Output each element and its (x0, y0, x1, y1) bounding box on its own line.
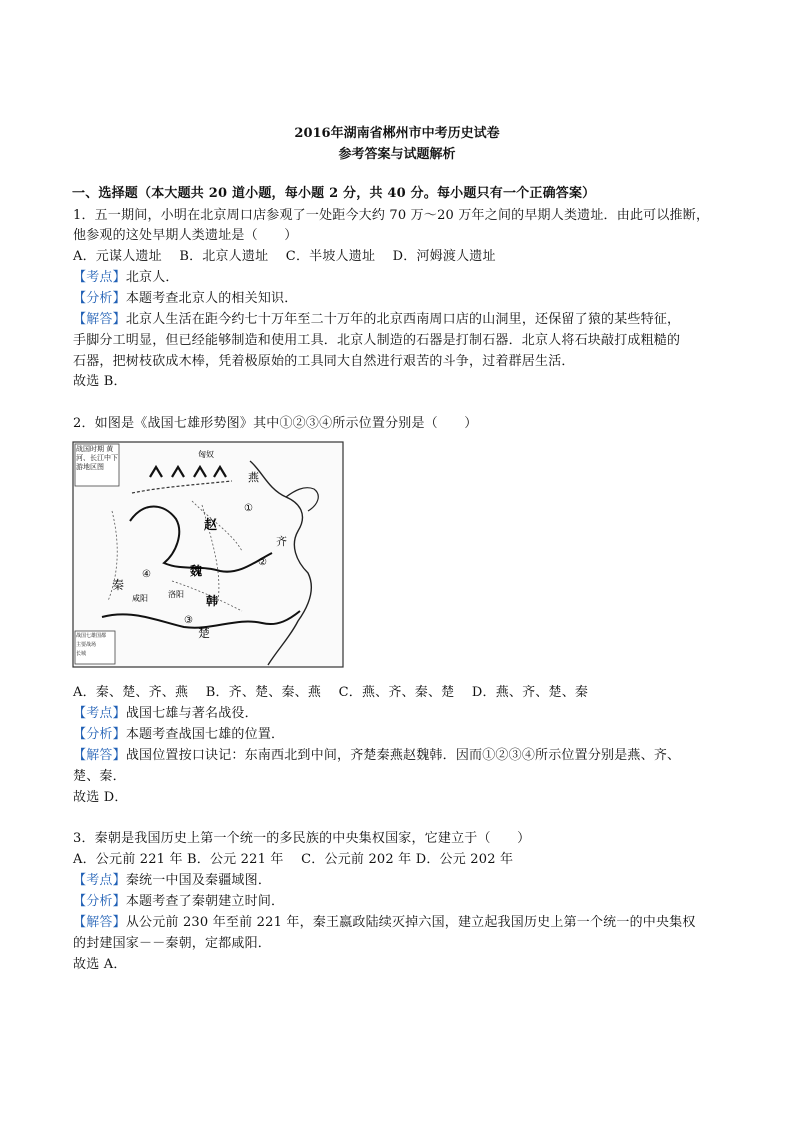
fenxi-tag: 【分析】 (73, 727, 126, 742)
q3-jieda-line1: 从公元前 230 年至前 221 年，秦王嬴政陆续灭掉六国，建立起我国历史上第一个统一的中央集权 (125, 915, 696, 930)
q1-answer: 故选 B． (73, 374, 127, 389)
q3-stem: 3．秦朝是我国历史上第一个统一的多民族的中央集权国家，它建立于（ ） (73, 831, 531, 846)
fenxi-tag: 【分析】 (73, 894, 126, 909)
q1-fenxi-text: 本题考查北京人的相关知识． (125, 291, 298, 306)
q3-kaodian (73, 869, 271, 888)
q2-kaodian (73, 702, 258, 721)
kaodian-tag: 【考点】 (73, 270, 126, 285)
q3-fenxi-text: 本题考查了秦朝建立时间． (125, 894, 285, 909)
marker-1: ① (244, 503, 253, 514)
kaodian-tag: 【考点】 (73, 706, 126, 721)
q2-options: A．秦、楚、齐、燕 B．齐、楚、秦、燕 C．燕、齐、秦、楚 D．燕、齐、楚、秦 (73, 685, 589, 700)
section-heading: 一、选择题（本大题共 20 道小题，每小题 2 分，共 40 分。每小题只有一个正确答案） (72, 186, 596, 201)
label-luoyang: 洛阳 (168, 590, 184, 599)
q2-kaodian-text: 战国七雄与著名战役． (125, 706, 258, 721)
q1-kaodian (73, 266, 179, 285)
map-legend-title: 战国时期 黄河、长江中下游地区图 (76, 445, 118, 471)
q2-jieda (73, 744, 680, 763)
q1-jieda-line3: 石器，把树枝砍成木棒，凭着极原始的工具同大自然进行艰苦的斗争，过着群居生活． (73, 354, 575, 369)
q1-kaodian-text: 北京人． (125, 270, 179, 285)
marker-3: ③ (184, 615, 193, 626)
label-yan: 燕 (248, 471, 259, 484)
q2-jieda-line1: 战国位置按口诀记：东南西北到中间，齐楚秦燕赵魏韩．因而①②③④所示位置分别是燕、齐、 (125, 748, 681, 763)
label-qi: 齐 (276, 535, 287, 548)
q2-fenxi-text: 本题考查战国七雄的位置． (125, 727, 285, 742)
q3-options: A．公元前 221 年 B．公元 221 年 C．公元前 202 年 D．公元 202 年 (73, 852, 514, 867)
legend-capital: 战国七雄国都 (76, 633, 107, 639)
q1-fenxi (73, 287, 297, 306)
kaodian-tag: 【考点】 (73, 873, 126, 888)
q3-answer: 故选 A． (73, 957, 127, 972)
label-xiongnu: 匈奴 (198, 450, 214, 459)
label-xianyang: 咸阳 (132, 594, 148, 603)
label-han: 韩 (206, 594, 219, 608)
label-wei: 魏 (190, 564, 203, 578)
jieda-tag: 【解答】 (73, 748, 126, 763)
q2-jieda-line2: 楚、秦． (73, 769, 126, 784)
marker-2: ② (258, 557, 267, 568)
q2-stem: 2．如图是《战国七雄形势图》其中①②③④所示位置分别是（ ） (73, 416, 478, 431)
q3-jieda (73, 911, 696, 930)
jieda-tag: 【解答】 (73, 915, 126, 930)
legend-battlefield: 主要战场 (76, 642, 97, 648)
q1-stem-line2: 他参观的这处早期人类遗址是（ ） (73, 228, 298, 243)
warring-states-map (72, 441, 344, 668)
q1-jieda (73, 308, 680, 327)
q1-options: A．元谋人遗址 B．北京人遗址 C．半坡人遗址 D．河姆渡人遗址 (73, 249, 496, 264)
q1-jieda-line1: 北京人生活在距今约七十万年至二十万年的北京西南周口店的山洞里，还保留了猿的某些特征， (125, 312, 681, 327)
q3-kaodian-text: 秦统一中国及秦疆域图． (125, 873, 272, 888)
q1-stem-line1: 1．五一期间，小明在北京周口店参观了一处距今大约 70 万～20 万年之间的早期人类遗址．由此可以推断， (73, 208, 710, 223)
jieda-tag: 【解答】 (73, 312, 126, 327)
label-chu: 楚 (198, 626, 211, 640)
q3-jieda-line2: 的封建国家－－秦朝，定都咸阳． (73, 936, 272, 951)
doc-subtitle: 参考答案与试题解析 (338, 147, 456, 162)
q3-fenxi (73, 890, 284, 909)
q2-answer: 故选 D． (73, 790, 128, 805)
doc-title: 2016年湖南省郴州市中考历史试卷 (294, 126, 500, 141)
label-qin: 秦 (112, 578, 125, 592)
marker-4: ④ (142, 569, 151, 580)
label-zhao: 赵 (204, 518, 218, 533)
fenxi-tag: 【分析】 (73, 291, 126, 306)
legend-greatwall: 长城 (76, 651, 87, 657)
q2-fenxi (73, 723, 284, 742)
q1-jieda-line2: 手脚分工明显，但已经能够制造和使用工具．北京人制造的石器是打制石器．北京人将石块敲打成粗糙的 (73, 333, 681, 348)
